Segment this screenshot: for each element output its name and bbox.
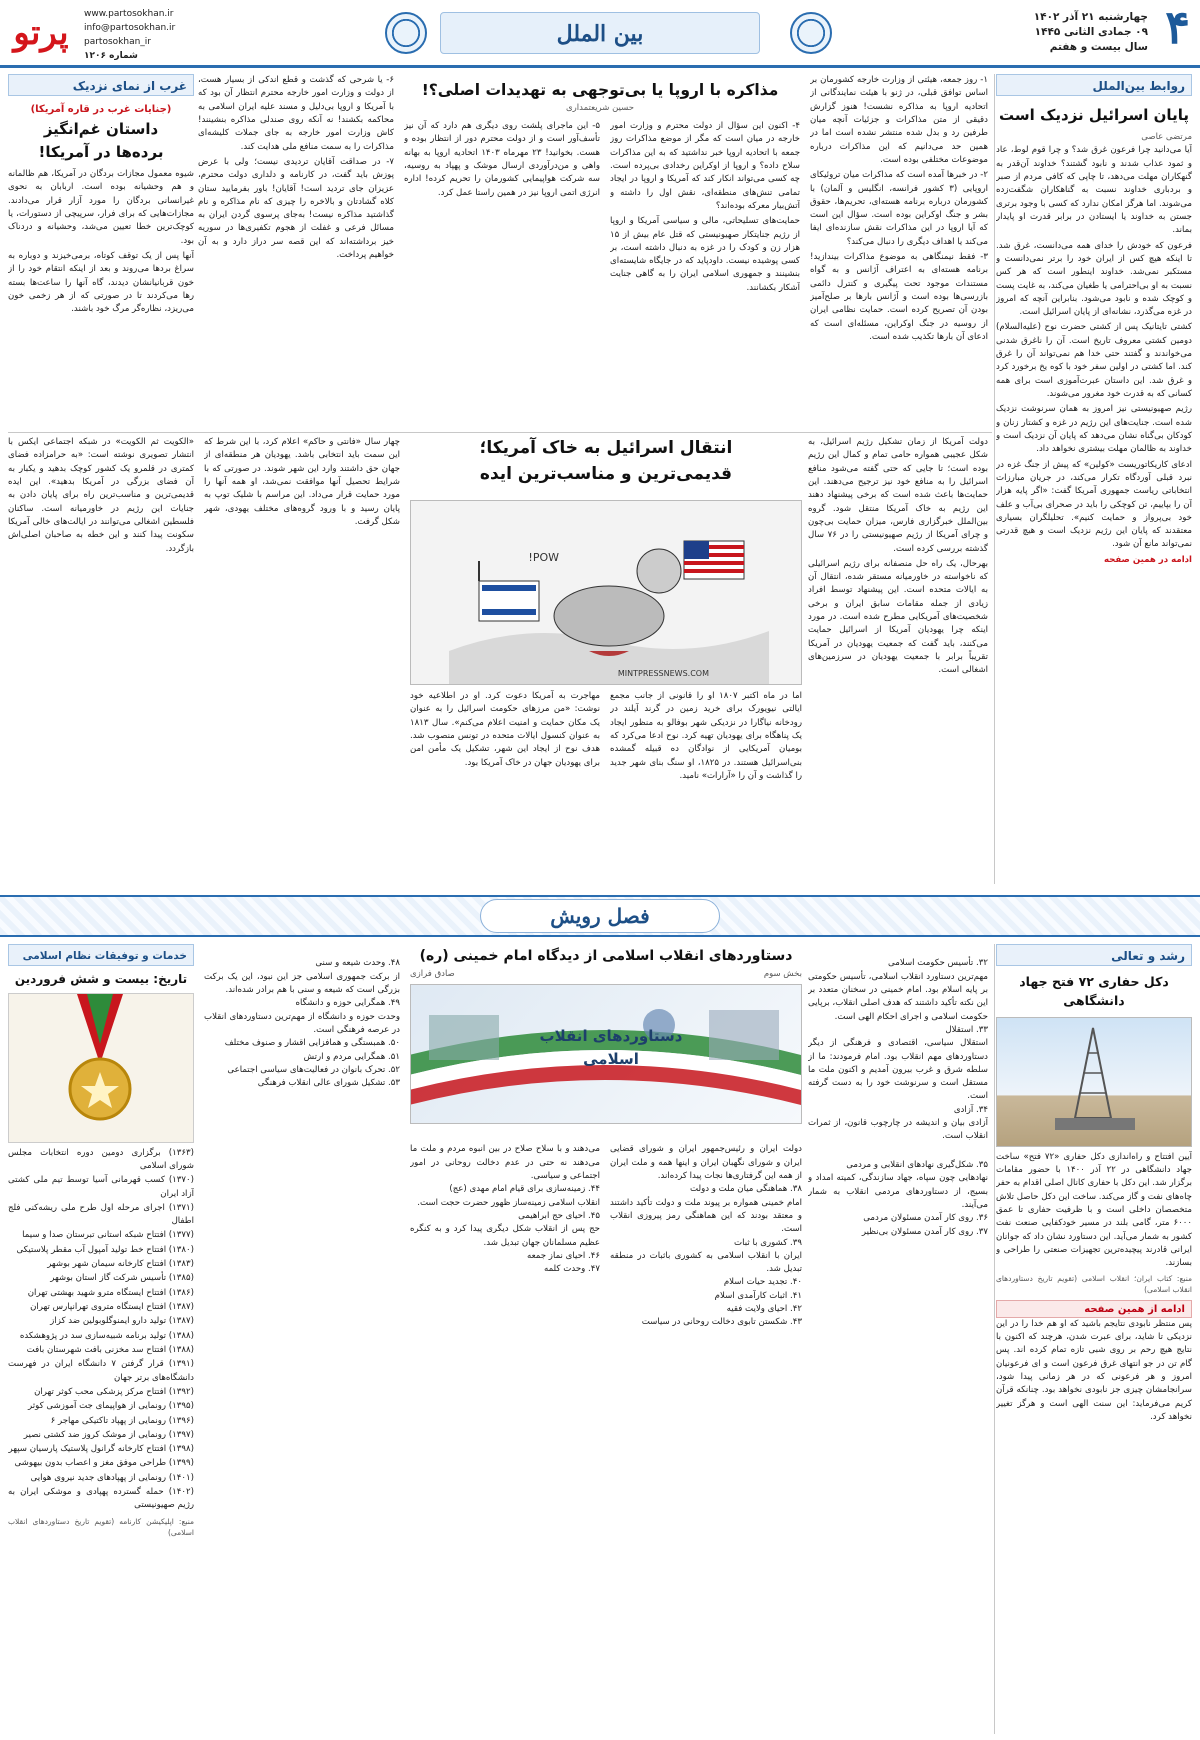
contact-info (84, 8, 175, 64)
article-column (198, 74, 394, 430)
article-column (204, 436, 400, 884)
paragraph: می‌دهند و با سلاح صلاح در بین انبوه مردم و ملت ما می‌دهند نه حتی در عدم دخالت روحانی در امور اجتماعی و سیاسی. ۴۴. زمینه‌سازی برای قیام امام مهدی (عج) انقلاب اسلامی زمینه‌ساز ظهور حضرت حجت است. ۴۵. احیای حج ابراهیمی حج پس از انقلاب شکل دیگری پیدا کرد و به کنگره عظیم مسلمانان جهان تبدیل شد. ۴۶. احیای نماز جمعه ۴۷. وحدت کلمه (410, 1144, 600, 1275)
list-item: (۱۳۸۷) افتتاح ایستگاه متروی تهرانپارس تهران (30, 1302, 194, 1313)
paragraph: دولت ایران و رئیس‌جمهور ایران و شورای قضایی ایران و شورای نگهبان ایران و اینها همه و ملت ایران از همه این گرفتاری‌ها نجات پیدا کرده‌اند. ۳۸. هماهنگی میان ملت و دولت امام خمینی همواره بر پیوند ملت و دولت تأکید داشتند و معتقد بودند که این هماهنگی رمز پیروزی انقلاب است. ۳۹. کشوری با ثبات ایران با انقلاب اسلامی به کشوری باثبات در منطقه تبدیل شد. ۴۰. تجدید حیات اسلام ۴۱. اثبات کارآمدی اسلام ۴۲. احیای ولایت فقیه ۴۳. شکستن تابوی دخالت روحانی در سیاست (610, 1144, 802, 1328)
achievements-image (410, 984, 802, 1124)
list-item: (۱۳۸۸) افتتاح سد مخزنی بافت شهرستان بافت (26, 1344, 194, 1355)
kicker: (جنایات غرب در قاره آمریکا) (30, 104, 172, 115)
list-item: (۱۳۹۲) افتتاح مرکز پزشکی محب کوثر تهران (34, 1386, 194, 1397)
right-column (996, 74, 1192, 834)
image-caption: دستاوردهای انقلاب اسلامی (539, 1027, 683, 1069)
date-line-3: سال بیست و هفتم (1049, 41, 1148, 54)
list-item: (۱۳۹۷) رونمایی از موشک کروز ضد کشتی نصیر (23, 1429, 194, 1440)
paragraph: آنها پس از یک توقف کوتاه، برمی‌خیزند و دوباره به سراغ بردها می‌روند و بعد از اینکه انتقام خود را از خون قربانیانشان دیدند، گاه آنها را ساعت‌ها بسته رها می‌کردند تا در صورتی که از هر زخمی خون می‌ریزد، نظاره‌گر مرگ خود باشند. (8, 250, 194, 315)
paragraph: «الکویت ثم الکویت» در شبکه اجتماعی ایکس با انتشار تصویری نوشته است: «به حرامزاده فضای کمتری در قلمرو یک کشور کوچک بدهید و یکبار به آن فضای بزرگی در آمریکا بدهید». این ایده قدیمی‌ترین و مناسب‌ترین راه برای پایان دادن به جنایات این رژیم در خاورمیانه است. ساکنان فلسطین اشغالی می‌توانند در ایالت‌های خالی آمریکا سکونت پیدا کنند و این خطه به صاحبان اصلی‌اش بازگردد. (8, 437, 194, 554)
section-band-title: فصل رویش (480, 899, 720, 933)
article-column (8, 436, 194, 884)
article-meta (410, 968, 802, 981)
website-link[interactable]: www.partosokhan.ir (84, 9, 174, 19)
headline-line-1: داستان غم‌انگیز (43, 119, 159, 138)
headline-line-2: قدیمی‌ترین و مناسب‌ترین ایده (479, 463, 733, 484)
list-item: (۱۳۶۳) برگزاری دومین دوره انتخابات مجلس شورای اسلامی (8, 1147, 194, 1171)
paragraph: رژیم صهیونیستی نیز امروز به همان سرنوشت نزدیک شده است. جنایت‌های این رژیم در غزه و کشتار زنان و کودکان بی‌گناه نشان می‌دهد که پایان آن نزدیک است و خداوند به ظالمان مهلت بیشتری نخواهد داد. (996, 404, 1192, 455)
column-rule (994, 74, 995, 884)
paragraph: ادعای کاریکاتوریست «کولین» که پیش از جنگ غزه در نبرد قبلی آوردگاه تکرار می‌کند، در جریان مبارزات انتخاباتی ریاست جمهوری آمریکا گفت: «اگر پایه هزار آن را بپاییم، تن کوچکی را باید در صحرای بی‌آب و علف خود بی‌پرواز و حمایت کنیم». تحلیلگران بسیاری معتقدند که پایان این رژیم نزدیک است و هیچ قدرتی نمی‌تواند مانع آن شود. (996, 459, 1192, 550)
drilling-rig-photo (996, 1017, 1192, 1147)
list-item: (۱۳۹۱) قرار گرفتن ۷ دانشگاه ایران در فهرست دانشگاه‌های برتر جهان (8, 1359, 194, 1383)
paragraph: ۳۲. تأسیس حکومت اسلامی مهم‌ترین دستاورد انقلاب اسلامی، تأسیس حکومتی بر پایه اسلام بود. امام خمینی در سخنان متعدد بر این نکته تأکید داشتند که هدف اصلی انقلاب، برپایی حکومت اسلامی و اجرای احکام الهی است. ۳۳. استقلال استقلال سیاسی، اقتصادی و فرهنگی از دیگر دستاوردهای مهم انقلاب بود. امام فرمودند: ما از سلطه شرق و غرب بیرون آمدیم و اکنون ملت ما مستقل است و سرنوشت خود را به دست گرفته است. ۳۴. آزادی آزادی بیان و اندیشه در چارچوب قانون، از ثمرات انقلاب است. (808, 958, 988, 1142)
logo: پرتو (13, 13, 69, 53)
article-headline: دکل حفاری ۷۲ فتح جهاد دانشگاهی (1019, 974, 1169, 1009)
paragraph: چهار سال «فانتی و حاکم» اعلام کرد، با این شرط که این سمت باید انتخابی باشد. یهودیان هر منطقه‌ای از جهان حق داشتند وارد این شهر شوند. در صورتی که با شرایط تحصیل آنها موافقت نمی‌شد، او همه آنها را مورد حمایت قرار می‌داد. این مراسم با شلیک توپ به پایان رسید و با ورود گروه‌های مختلف یهودی، شهر شکل گرفت. (204, 437, 400, 527)
continued-box-title: ادامه از همین صفحه (996, 1300, 1192, 1318)
emblem-icon (790, 12, 832, 54)
part-label: بخش سوم (763, 969, 802, 979)
paragraph: ۳- فقط نیمنگاهی به موضوع مذاکرات بیندازید! برنامه هسته‌ای به اعتراف آژانس و به گواه مستندات موجود تحت پیگیری و کنترل دائمی بازرسی‌ها بوده است و آژانس بارها بر صلح‌آمیز بودن آن تصریح کرده است. حمایت نظامی ایران از روسیه در جنگ اوکراین، مسئله‌ای است که ادعای آن بارها تکذیب شده است. (810, 252, 988, 342)
list-item: (۱۳۸۷) تولید دارو ایمنوگلوبولین ضد کزاز (50, 1316, 194, 1327)
section-box-title: روابط بین‌الملل (996, 74, 1192, 96)
byline: صادق فرازی (410, 969, 455, 979)
headline-line-1: انتقال اسرائیل به خاک آمریکا؛ (479, 438, 733, 458)
column-rule (994, 944, 995, 1734)
cartoon-image (410, 500, 802, 685)
list-item: (۱۴۰۱) رونمایی از پهپادهای جدید نیروی هوایی (30, 1472, 194, 1483)
section-box-title: خدمات و توفیقات نظام اسلامی (8, 944, 194, 966)
services-list (8, 1147, 194, 1513)
page-number: ۴ (1165, 0, 1190, 54)
list-item: (۱۴۰۲) حمله گسترده پهپادی و موشکی ایران به رژیم صهیونیستی (8, 1487, 194, 1511)
left-column (8, 74, 194, 430)
list-item: (۱۳۷۱) اجرای مرحله اول طرح ملی ریشه‌کنی فلج اطفال (8, 1202, 194, 1227)
section-title: بین الملل (556, 21, 644, 47)
headline-line-2: برده‌ها در آمریکا! (38, 142, 164, 161)
byline: مرتضی عاصی (1141, 132, 1192, 143)
list-item: (۱۳۹۵) رونمایی از هواپیمای جت آموزشی کوثر (28, 1401, 194, 1412)
list-item: (۱۳۸۶) افتتاح ایستگاه مترو شهید بهشتی تهران (27, 1287, 194, 1298)
date-title: تاریخ: بیست و شش فروردین (14, 972, 188, 986)
cartoon-headline (410, 436, 802, 498)
list-item: (۱۳۹۹) طراحی موفق مغز و اعصاب بدون بیهوشی (14, 1458, 194, 1469)
paragraph: ۲- در خبرها آمده است که مذاکرات میان تروئیکای اروپایی (۳ کشور فرانسه، انگلیس و آلمان) با کشورمان درباره برنامه هسته‌ای، تحریم‌ها، حقوق بشر و جنگ اوکراین بوده است. سؤال این است که آیا اروپا در این مذاکرات نقش سازنده‌ای ایفا می‌کند یا اهداف دیگری را دنبال می‌کند؟ (810, 170, 988, 247)
source-note: منبع: اپلیکیشن کارنامه (تقویم تاریخ دستاوردهای انقلاب اسلامی) (8, 1516, 194, 1538)
svg-text:POW!: POW! (528, 551, 559, 564)
paragraph: ۷- در صداقت آقایان تردیدی نیست؛ ولی با عرض پوزش باید گفت، در کارنامه و دلداری دولت محترم، عزیزان جای تردید است! آقایان! باور بفرمایید ستان کلاه گشادتان و بالاخره را چیزی که نام مذاکره و نام گذاشتید مذاکره نیست! به‌جای پرسوی گردن ایران به مسائل فرعی و غفلت از هجوم تکفیری‌ها در سوریه خیز برداشته‌اند که این قصه سر دراز دارد و به آن خواهیم پرداخت. (198, 156, 394, 261)
article-column (808, 944, 988, 1734)
article-column (808, 436, 988, 884)
article-column (404, 120, 600, 430)
article-headline: پایان اسرائیل نزدیک است (999, 106, 1189, 124)
date-line-2: ۰۹ جمادی الثانی ۱۴۴۵ (1034, 26, 1148, 39)
article-column (204, 944, 400, 1734)
article-column (610, 1130, 802, 1734)
list-item: (۱۳۹۶) رونمایی از پهپاد تاکتیکی مهاجر ۶ (50, 1415, 194, 1426)
paragraph: آیا می‌دانید چرا فرعون غرق شد؟ و چرا قوم لوط، عاد و ثمود عذاب شدند و نابود گشتند؟ خداوند آن‌قدر به گنهکاران مهلت می‌دهد، تا چاپی که کافی مردم از صبر و بردباری خداوند نسبت به گناهکاران شگفت‌زده می‌شوند. اما هرگز امکان ندارد که کسی با وجود برتری جستن به خداوند یا ایستادن در برابر قدرت او پایدار بماند. (996, 145, 1192, 236)
paragraph: پس منتظر نابودی نتایجم باشید که او هم خدا را در این نزدیکی تا شاید، برای عبرت شدن، هرچند که اکنون با نتایج هیچ رحم بر روی شبی تازه تمام کرده اند. پس گام تن در جو انتهای غرق فرعون است و ای فرعونیان امروز و هر فرعونی که در هر زمانی پیدا شود، سرانجامشان چیزی جز نابودی نخواهد بود. چنانکه قرآن کریم می‌فرماید: این سنت الهی است و هرگز تغییر نخواهد کرد. (996, 1318, 1192, 1422)
paragraph: بهرحال، یک راه حل منصفانه برای رژیم اسرائیلی که ناخواسته در خاورمیانه مستقر شده، انتقال آن به ایالات متحده است. این پیشنهاد توسط افراد زیادی از جمله مقامات سابق ایران و برخی شخصیت‌های آمریکایی مطرح شده است. در مورد اینکه چرا یهودیان آمریکا از اسرائیل حمایت می‌کنند، باید گفت که جمعیت یهودیان در آمریکا تقریباً برابر با جمعیت یهودیان در سرزمین‌های اشغالی است. (808, 558, 988, 676)
date-box (1034, 10, 1148, 56)
article-column (810, 74, 988, 429)
paragraph: ۶- یا شرحی که گذشت و قطع اندکی از بسیار هست، از دولت و وزارت امور خارجه محترم انتظار آن بود که با آمریکا و اروپا بی‌دلیل و مسند علیه ایران اسلامی به محاکمه بکشند! نه آنکه روی صندلی مذاکره بنشینند! کاش وزارت امور خارجه به جای جملات کلیشه‌ای مذاکرات را به سمت منافع ملی هدایت کند. (198, 75, 394, 152)
source-note: منبع: کتاب ایران؛ انقلاب اسلامی (تقویم تاریخ دستاوردهای انقلاب اسلامی) (996, 1273, 1192, 1295)
section-header (440, 12, 760, 54)
article-headline: مذاکره با اروپا یا بی‌توجهی به تهدیدات اصلی؟! (421, 81, 779, 99)
emblem-icon (385, 12, 427, 54)
section-box-title: رشد و تعالی (996, 944, 1192, 966)
cartoon-drawing (410, 501, 801, 685)
paragraph: کشتی تایتانیک پس از کشتی حضرت نوح (علیه‌السلام) دومین کشتی معروف تاریخ است. آن را ناغرق شدنی می‌خواندند و گفتند حتی خدا هم نمی‌تواند آن را غرق کند. اما کشتی در اولین سفر خود با کوه یخ برخورد کرد و غرق شد. این داستان عبرت‌آموزی است برای همه کسانی که به قدرت خود مغرور می‌شوند. (996, 322, 1192, 400)
services-column (8, 944, 194, 1734)
list-item: (۱۳۸۳) افتتاح کارخانه سیمان شهر بوشهر (47, 1259, 194, 1270)
masthead (0, 0, 1200, 68)
paragraph: ۵- این ماجرای پلشت روی دیگری هم دارد که آن نیز تأسف‌آور است و از دولت محترم دور از انتظار بوده و هست. بخوانید! ۲۳ مهرماه ۱۴۰۳ اتحادیه اروپا به بهانه واهی و من‌درآوردی ارسال موشک و پهپاد به روسیه، سه شرکت هواپیمایی کشورمان را تحریم کرده! اداره انرژی اتمی اروپا نیز در همین راستا عمل کرد. (404, 121, 600, 198)
growth-column (996, 944, 1192, 1734)
article-headline: دستاوردهای انقلاب اسلامی از دیدگاه امام خمینی (ره) (419, 948, 793, 964)
paragraph: ۴۸. وحدت شیعه و سنی از برکت جمهوری اسلامی جز این نبود، این یک برکت بزرگی است که شیعه و سنی با هم برادر شده‌اند. ۴۹. همگرایی حوزه و دانشگاه وحدت حوزه و دانشگاه از مهم‌ترین دستاوردهای انقلاب در عرصه فرهنگی است. ۵۰. همبستگی و همافزایی اقشار و صنوف مختلف ۵۱. همگرایی مردم و ارتش ۵۲. تحرک بانوان در فعالیت‌های سیاسی اجتماعی ۵۳. تشکیل شورای عالی انقلاب فرهنگی (204, 958, 400, 1089)
svg-text:MINTPRESSNEWS.COM: MINTPRESSNEWS.COM (617, 669, 709, 678)
list-item: (۱۳۸۸) تولید برنامه شبیه‌سازی سد در پژوهشکده (19, 1330, 194, 1341)
paragraph: ۴- اکنون این سؤال از دولت محترم و وزارت امور خارجه در میان است که مگر از موضع مذاکرات روز جمعه با اتحادیه اروپا خبر نداشتید که به این مذاکرات سلاح داده؟ و اروپا از اوکراین رخدادی بی‌پرده است. چه کسی می‌تواند انکار کند که آمریکا و اروپا در ایجاد تمامی تنش‌های منطقه‌ای، نقش اول را داشته و آتش‌بیار معرکه بوده‌اند؟ (610, 121, 800, 211)
continued-link[interactable]: ادامه در همین صفحه (1103, 554, 1192, 565)
paragraph: شیوه معمول مجازات بردگان در آمریکا، هم ظالمانه و هم وحشیانه بوده است. اربابان به نحوی غیرانسانی بردگان را مورد آزار قرار می‌دادند. مجازات‌هایی که برای فرار، سرپیچی از دستورات، یا کوچک‌ترین خطا تعیین می‌شد، وحشیانه و دردناک بود. (8, 169, 194, 246)
section-box-title: غرب از نمای نزدیک (8, 74, 194, 96)
article-column (610, 120, 800, 430)
paragraph: اما در ماه اکتبر ۱۸۰۷ او را قانونی از جانب مجمع ایالتی نیویورک برای خرید زمین در گرند آیلند در رودخانه نیاگارا در نزدیکی شهر بوفالو به منظور ایجاد یک پناهگاه برای یهودیان تهیه کرد. نوح ادعا می‌کرد که بومیان آمریکایی از نوادگان ده قبیله گمشده بنی‌اسرائیل هستند. در ۱۸۲۵، او سنگ بنای شهر جدید را گذاشت و آن را «آرارات» نامید. (610, 691, 802, 781)
paragraph: آیین افتتاح و راه‌اندازی دکل حفاری «۷۲ فتح» ساخت جهاد دانشگاهی در ۲۲ آذر ۱۴۰۰ با حضور مقامات برگزار شد. این دکل با حفاری کانال اصلی اقدام به حفر چاه‌های نفت و گاز می‌کند. ساخت این دکل حاصل تلاش متخصصان داخلی است و با ظرفیت حفاری تا عمق ۶۰۰۰ متر، گامی بلند در مسیر خودکفایی صنعت نفت کشور به شمار می‌آید. این دستاورد نشان داد که جوانان ایرانی قادرند پیچیده‌ترین تجهیزات صنعتی را طراحی و بسازند. (996, 1151, 1192, 1269)
paragraph: حمایت‌های تسلیحاتی، مالی و سیاسی آمریکا و اروپا از رژیم جنایتکار صهیونیستی که قتل عام بیش از ۱۵ هزار زن و کودک را در غزه به دنبال داشته است، بر کسی پوشیده نیست. داودپاید که در جایگاه شایسته‌ای بنشینند و جمهوری اسلامی ایران را به گاهی جنایت آشکار بکشانند. (610, 216, 800, 293)
medal-photo (8, 993, 194, 1143)
list-item: (۱۳۹۸) افتتاح کارخانه گرانول پلاستیک پارسیان سپهر (8, 1444, 194, 1455)
row-rule (8, 432, 992, 433)
paragraph: مهاجرت به آمریکا دعوت کرد. او در اطلاعیه خود نوشت: «من مرزهای حکومت اسرائیل را به عنوان یک مکان حمایت و امنیت اعلام می‌کنم». سال ۱۸۱۳ به عنوان کنسول ایالات متحده در تونس منصوب شد. هدف نوح از ایجاد این شهر، تشکیل یک مأمن امن برای یهودیان جهان در خاک آمریکا بود. (410, 691, 600, 768)
list-item: (۱۳۷۰) کسب قهرمانی آسیا توسط تیم ملی کشتی آزاد ایران (8, 1175, 194, 1199)
list-item: (۱۳۸۰) افتتاح خط تولید آمپول آب مقطر پلاستیکی (16, 1244, 194, 1255)
social-handle: partosokhan_ir (84, 36, 151, 47)
paragraph: فرعون که خودش را خدای همه می‌دانست، غرق شد. تا اینکه هیچ کس از ایران خود را برتر نمی‌دانست و مستکبر نمی‌شد. خداوند اینطور است که هر کس نسبت به او بی‌احترامی یا طغیان می‌کند، به غایت پست و کوچک شده و نابود می‌شود. بنابراین آنچه که امروز در غزه می‌گذرد، نشانه‌ای از پایان اسرائیل است. (996, 240, 1192, 318)
email-link[interactable]: info@partosokhan.ir (84, 22, 176, 33)
byline: حسین شریعتمداری (566, 103, 634, 113)
date-line-1: چهارشنبه ۲۱ آذر ۱۴۰۲ (1033, 11, 1148, 23)
list-item: (۱۳۷۷) افتتاح شبکه استانی تبرستان صدا و سیما (22, 1230, 194, 1241)
list-item: (۱۳۸۵) تأسیس شرکت گاز استان بوشهر (50, 1273, 194, 1284)
paragraph: دولت آمریکا از زمان تشکیل رژیم اسرائیل، به شکل عجیبی همواره حامی تمام و کمال این رژیم بوده است؛ تا جایی که حتی گفته می‌شود منافع اسرائیل را به منافع خود نیز ترجیح می‌دهند. این حمایت‌ها باعث شده است که برخی پیشنهاد دهند این رژیم به خاک آمریکا منتقل شود. گروه بین‌الملل خبرگزاری فارس، میزان حمایت بی‌چون و چرای آمریکا از رژیم صهیونیستی را در ۷۶ سال گذشته بررسی کرده است. (808, 437, 988, 554)
paragraph: ۳۵. شکل‌گیری نهادهای انقلابی و مردمی نهادهایی چون سپاه، جهاد سازندگی، کمیته امداد و بسیج، از دستاوردهای مردمی انقلاب به شمار می‌آیند. ۳۶. روی کار آمدن مسئولان مردمی ۳۷. روی کار آمدن مسئولان بی‌نظیر (808, 1160, 988, 1237)
article-column (410, 1130, 600, 1734)
article-column (610, 690, 802, 884)
issue-number: شماره ۱۲۰۶ (84, 50, 138, 61)
article-column (410, 690, 600, 884)
paragraph: ۱- روز جمعه، هیئتی از وزارت خارجه کشورمان بر اساس توافق قبلی، در ژنو با هیئت نمایندگانی از اتحادیه اروپا به مذاکره نشست! هنوز گزارش دقیقی از متن مذاکرات و جزئیات آنچه میان طرفین رد و بدل شده منتشر نشده است اما در همین حد می‌دانیم که این مذاکرات درباره موضوعات مختلفی بوده است. (810, 75, 988, 165)
